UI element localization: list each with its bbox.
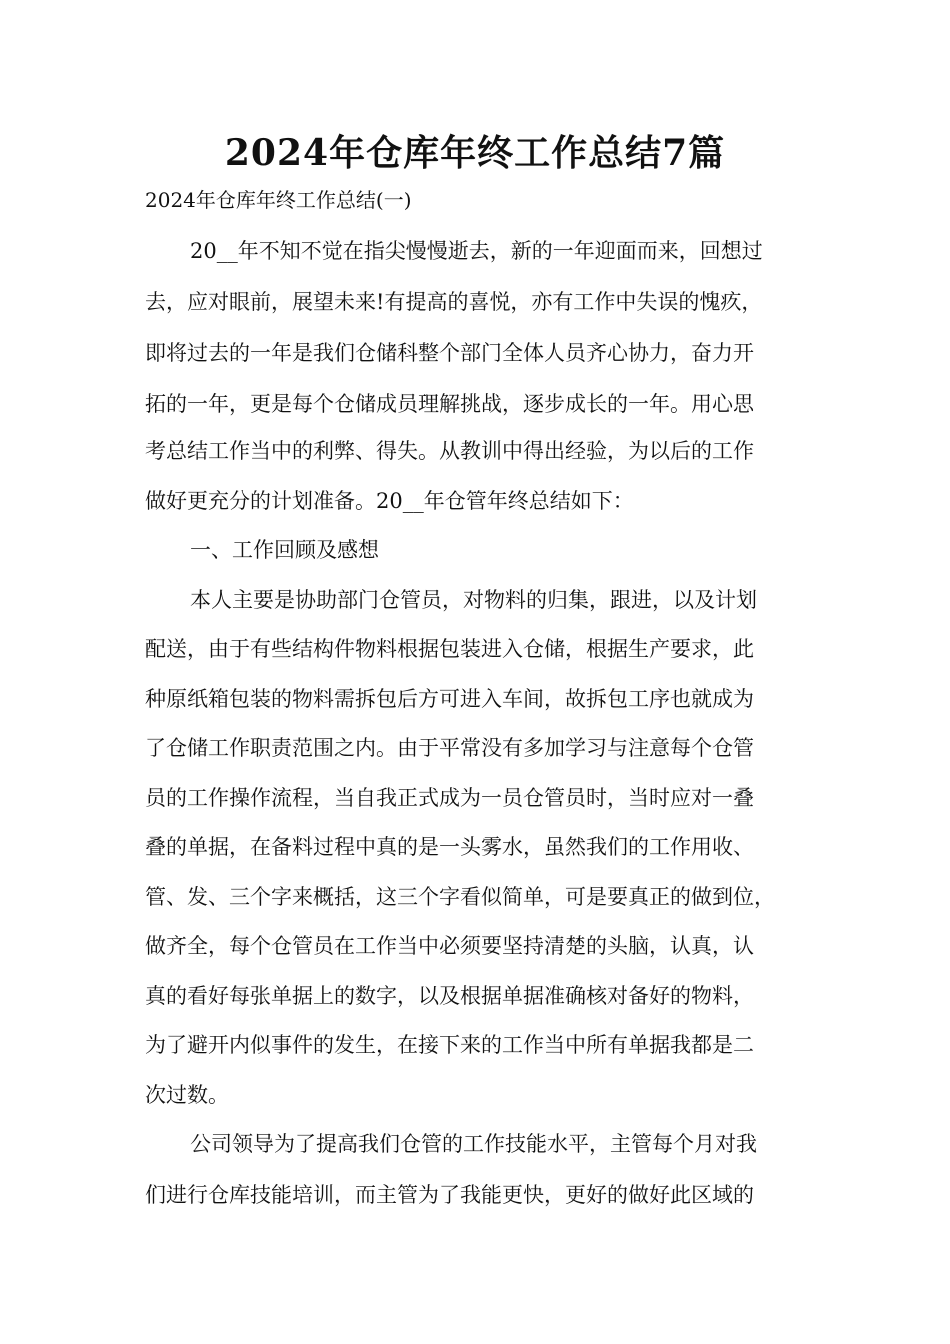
paragraph-line: 管、发、三个字来概括，这三个字看似简单，可是要真正的做到位， [145,885,775,909]
paragraph-line: 了仓储工作职责范围之内。由于平常没有多加学习与注意每个仓管 [145,736,754,760]
paragraph-line: 们进行仓库技能培训，而主管为了我能更快，更好的做好此区域的 [145,1183,754,1207]
paragraph-line: 拓的一年，更是每个仓储成员理解挑战，逐步成长的一年。用心思 [145,392,754,416]
paragraph-line: 真的看好每张单据上的数字，以及根据单据准确核对备好的物料， [145,984,754,1008]
paragraph-line: 次过数。 [145,1083,229,1107]
paragraph-line: 即将过去的一年是我们仓储科整个部门全体人员齐心协力，奋力开 [145,341,754,365]
paragraph-line: 配送，由于有些结构件物料根据包装进入仓储，根据生产要求，此 [145,637,754,661]
paragraph-line: 为了避开内似事件的发生，在接下来的工作当中所有单据我都是二 [145,1033,754,1057]
paragraph-line: 20__年不知不觉在指尖慢慢逝去，新的一年迎面而来，回想过 [190,239,763,263]
paragraph-line: 叠的单据，在备料过程中真的是一头雾水，虽然我们的工作用收、 [145,835,754,859]
section-subtitle: 2024年仓库年终工作总结(一) [145,188,412,212]
paragraph-line: 员的工作操作流程，当自我正式成为一员仓管员时，当时应对一叠 [145,786,754,810]
paragraph-line: 去，应对眼前，展望未来!有提高的喜悦，亦有工作中失误的愧疚， [145,290,763,314]
paragraph-line: 本人主要是协助部门仓管员，对物料的归集，跟进，以及计划 [190,588,757,612]
paragraph-line: 考总结工作当中的利弊、得失。从教训中得出经验，为以后的工作 [145,439,754,463]
section-heading: 一、工作回顾及感想 [190,538,379,562]
paragraph-line: 公司领导为了提高我们仓管的工作技能水平，主管每个月对我 [190,1132,757,1156]
document-title: 2024年仓库年终工作总结7篇 [224,132,726,174]
paragraph-line: 做齐全，每个仓管员在工作当中必须要坚持清楚的头脑，认真，认 [145,934,754,958]
paragraph-line: 做好更充分的计划准备。20__年仓管年终总结如下： [145,489,634,513]
paragraph-line: 种原纸箱包装的物料需拆包后方可进入车间，故拆包工序也就成为 [145,687,754,711]
